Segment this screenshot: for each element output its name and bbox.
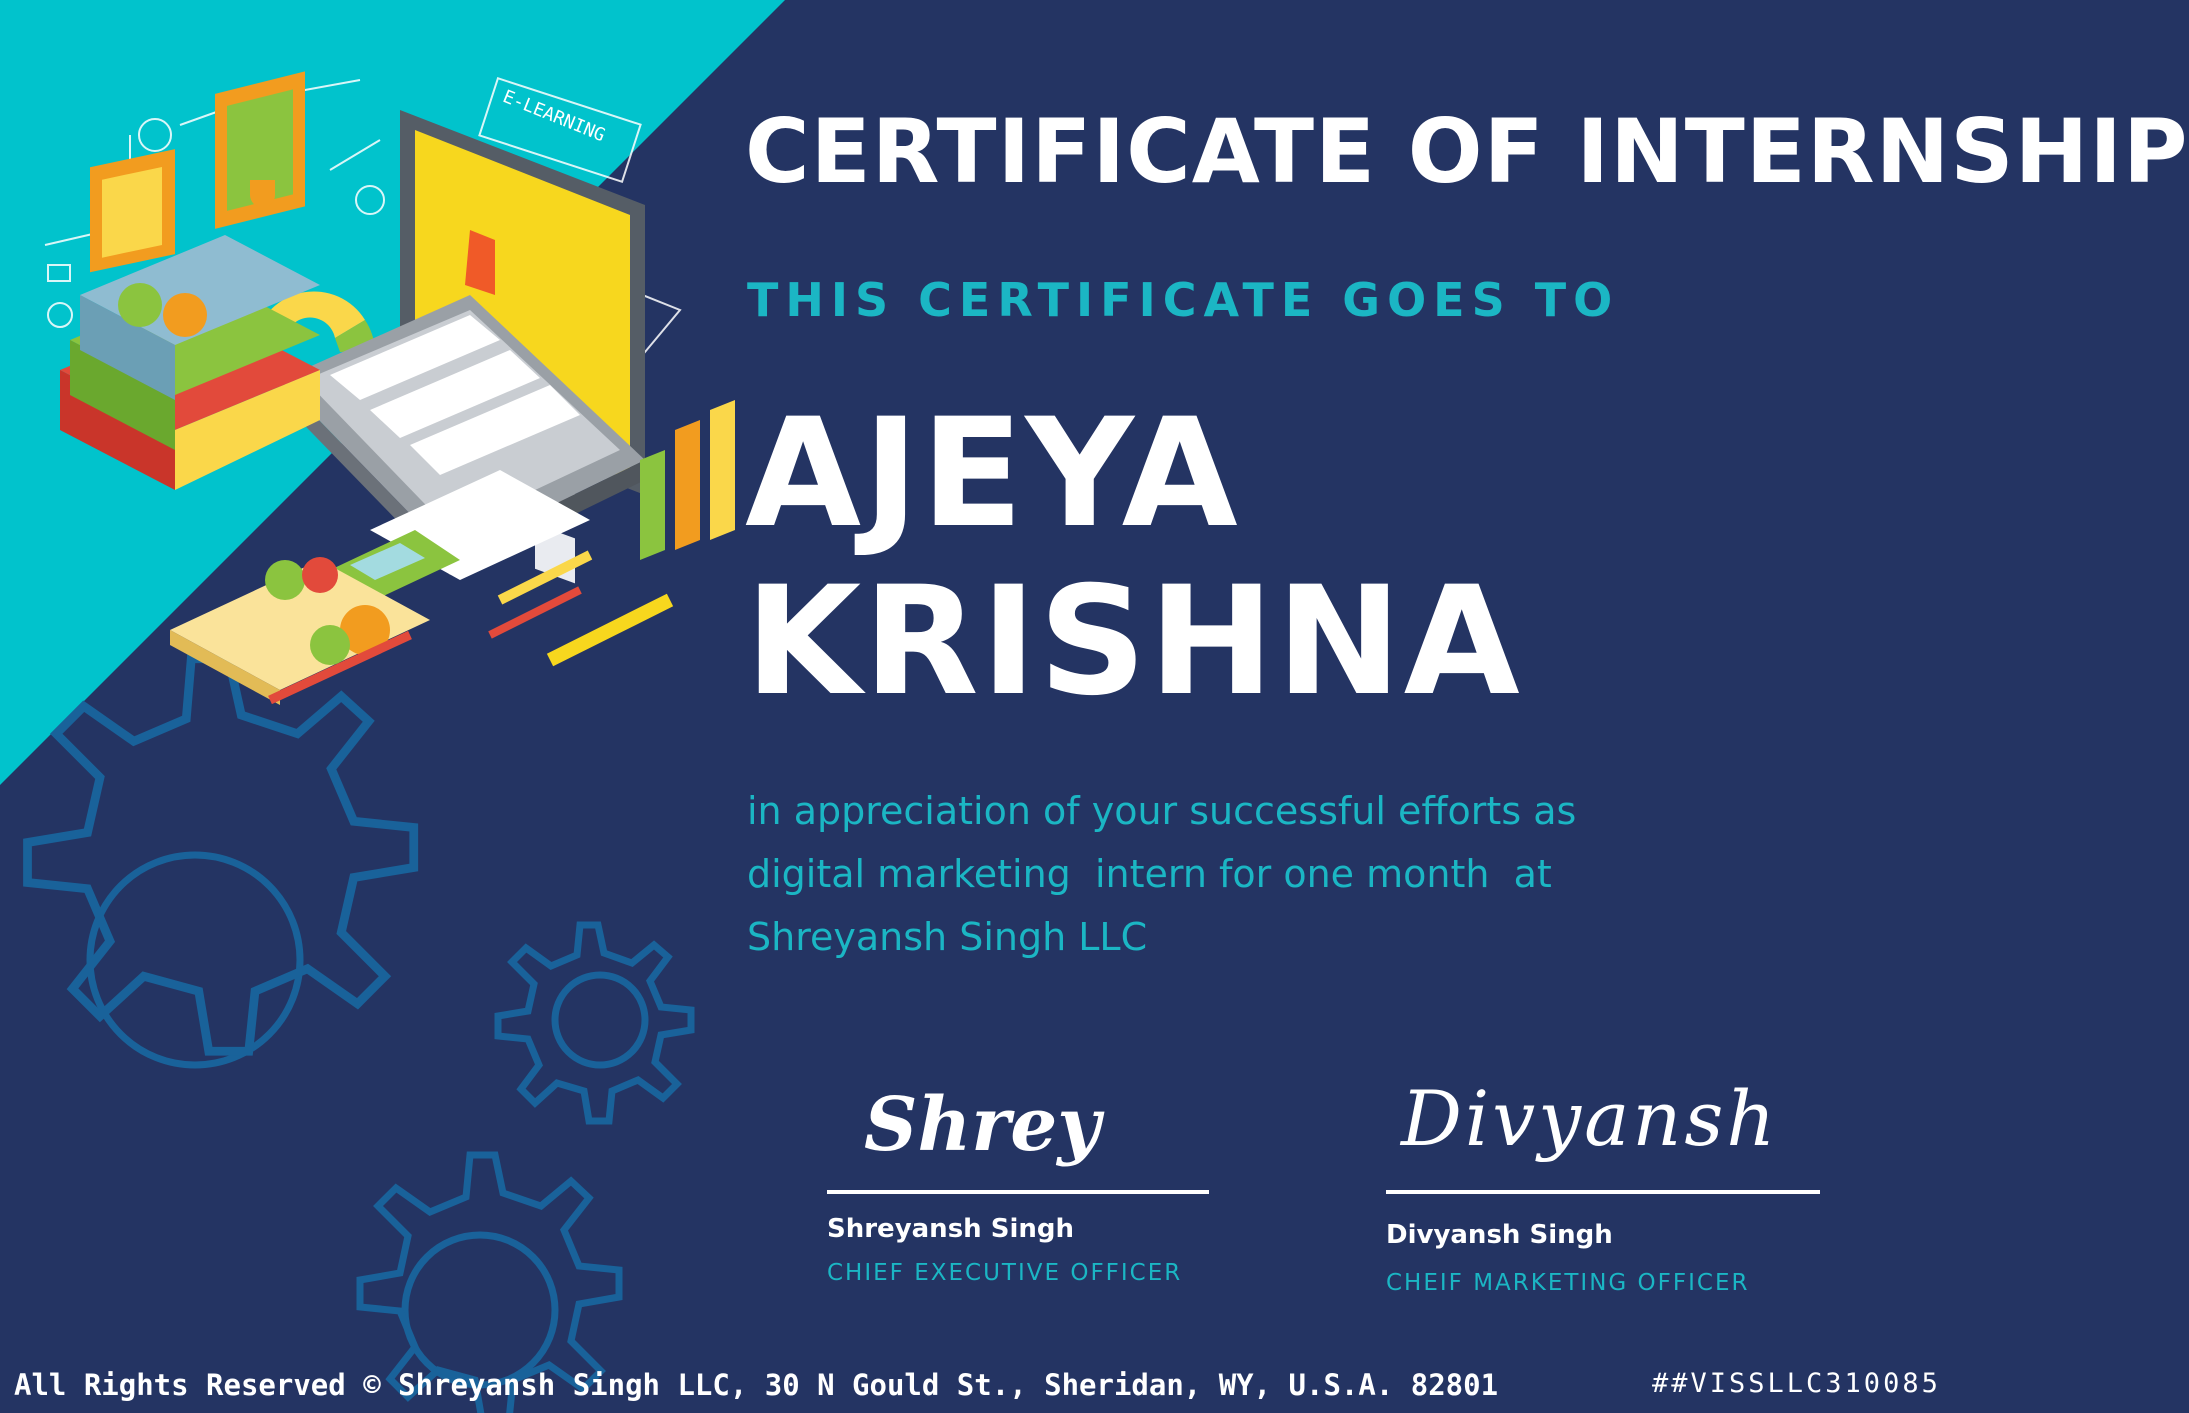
appreciation-line: digital marketing intern for one month at [747,852,1552,896]
appreciation-line: Shreyansh Singh LLC [747,915,1148,959]
clock-icon [48,303,72,327]
certificate-subtitle: THIS CERTIFICATE GOES TO [747,273,1620,327]
signature-shrey [827,1050,1209,1190]
signatory-role: CHIEF EXECUTIVE OFFICER [827,1260,1183,1286]
microscope-icon [465,230,495,295]
mail-icon [48,265,70,281]
e-learning-label: E-LEARNING [499,86,609,147]
signature-line [1386,1190,1820,1194]
signature-block-cmo [1386,1050,1820,1296]
signature-shrey-text: Shrey [864,1082,1101,1168]
recipient-last-name: KRISHNA [745,555,1522,729]
appreciation-line: in appreciation of your successful efforts as [747,789,1577,833]
signatory-name: Divyansh Singh [1386,1220,1613,1250]
cog-icon [356,186,384,214]
certificate-title: CERTIFICATE OF INTERNSHIP [745,100,2189,203]
signatory-role: CHEIF MARKETING OFFICER [1386,1270,1750,1296]
footer-copyright: All Rights Reserved © Shreyansh Singh LLC, 30 N Gould St., Sheridan, WY, U.S.A. 82801 [14,1368,1499,1402]
appreciation-text [747,780,1727,969]
recipient-name [745,387,1522,729]
medium-gear-icon [498,925,691,1121]
e-learning-illustration [30,40,750,740]
signature-divyansh-text: Divyansh [1401,1074,1779,1163]
signature-block-ceo [827,1050,1209,1286]
cog-icon [139,119,171,151]
signatory-name: Shreyansh Singh [827,1214,1074,1244]
signature-line [827,1190,1209,1194]
certificate-id: ##VISSLLC310085 [1652,1368,1941,1399]
recipient-first-name: AJEYA [745,387,1240,561]
signature-divyansh [1386,1050,1820,1190]
